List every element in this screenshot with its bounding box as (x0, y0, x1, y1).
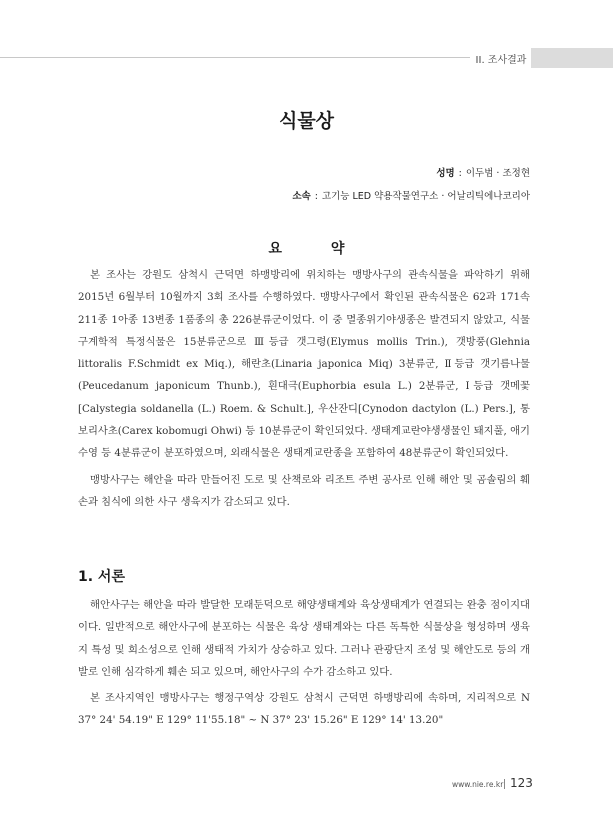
abstract-heading: 요 약 (268, 241, 367, 257)
abstract-paragraph: 본 조사는 강원도 삼척시 근덕면 하맹방리에 위치하는 맹방사구의 관속식물을 파악하기 위해 2015년 6월부터 10월까지 3회 조사를 수행하였다. 맹방사구에서 확인된 관속식물은 62과 171속 211종 1아종 13변종 1품종의 총 226분류군이었다. 이 중 멸종위기야생종은 발견되지 않았고, 식물구계학적 특정식물은 15분류군으로 Ⅲ등급 갯그령(Elymus mollis Trin.), 갯방풍(Glehnia littoralis F.Schmidt ex Miq.), 해란초(Linaria japonica Miq) 3분류군, Ⅱ등급 갯기름나물(Peucedanum japonicum Thunb.), 흰대극(Euphorbia esula L.) 2분류군, Ⅰ등급 갯메꽃[Calystegia soldanella (L.) Roem. & Schult.], 우산잔디[Cynodon dactylon (L.) Pers.], 통보리사초(Carex kobomugi Ohwi) 등 10분류군이 확인되었다. 생태계교란야생생물인 돼지풀, 애기수영 등 4분류군이 분포하였으며, 외래식물은 생태계교란종을 포함하여 48분류군이 확인되었다. (78, 269, 530, 460)
footer-separator (504, 779, 505, 789)
author-affiliation: 고기능 LED 약용작물연구소 · 어날리틱에나코리아 (321, 191, 530, 202)
name-label: 성명 (436, 168, 455, 179)
affiliation-colon: : (314, 191, 318, 202)
footer-url: www.nie.re.kr (452, 780, 504, 789)
intro-paragraph: 본 조사지역인 맹방사구는 행정구역상 강원도 삼척시 근덕면 하맹방리에 속하며, 지리적으로 N 37° 24' 54.19" E 129° 11'55.18" ~ N 37° 23' 15.26" E 129° 14' 13.20" (78, 692, 530, 727)
author-affiliation-row (292, 185, 530, 208)
author-name-row (292, 162, 530, 185)
section-heading: 1. 서론 (78, 569, 125, 585)
page-title: 식물상 (278, 110, 335, 132)
page-number: 123 (510, 776, 533, 790)
author-info (292, 162, 530, 208)
header-rule (0, 57, 519, 58)
abstract-paragraph: 맹방사구는 해안을 따라 만들어진 도로 및 산책로와 리조트 주변 공사로 인해 해안 및 곰솔림의 훼손과 침식에 의한 사구 생육지가 감소되고 있다. (78, 473, 530, 508)
abstract-body (78, 264, 530, 517)
author-names: 이두범 · 조정현 (465, 168, 530, 179)
introduction-body (78, 594, 530, 736)
header-block (531, 48, 613, 68)
affiliation-label: 소속 (292, 191, 311, 202)
section-label: II. 조사결과 (470, 48, 532, 68)
name-colon: : (458, 168, 462, 179)
intro-paragraph: 해안사구는 해안을 따라 발달한 모래둔덕으로 해양생태계와 육상생태계가 연결되는 완충 점이지대이다. 일반적으로 해안사구에 분포하는 식물은 육상 생태계와는 다른 독특한 식물상을 형성하며 생육지 특성 및 희소성으로 인해 생태적 가치가 상승하고 있다. 그러나 관광단지 조성 및 해안도로 등의 개발로 인해 심각하게 훼손 되고 있으며, 해안사구의 수가 감소하고 있다. (78, 599, 530, 678)
